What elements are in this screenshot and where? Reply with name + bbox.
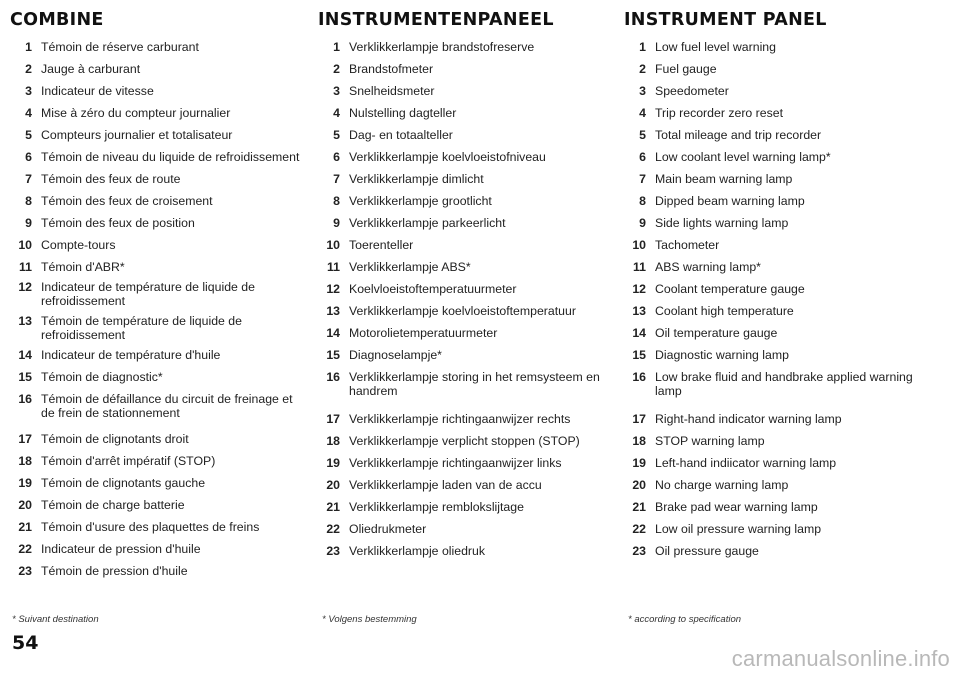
item-text: Verklikkerlampje koelvloeistofniveau [349,150,546,164]
item-text: Brandstofmeter [349,62,434,76]
list-item [624,238,924,252]
footnote-dutch: * Volgens bestemming [322,614,417,625]
item-number: 17 [18,432,32,446]
item-text: Main beam warning lamp [655,172,793,186]
item-number: 8 [25,194,32,208]
item-number: 3 [639,84,646,98]
item-number: 2 [25,62,32,76]
list-item [624,128,924,142]
item-number: 22 [632,522,646,536]
item-text: Témoin des feux de position [41,216,195,230]
item-text: Témoin d'ABR* [41,260,125,274]
list-item [624,456,924,470]
item-text: Motorolietemperatuurmeter [349,326,498,340]
footnote-english: * according to specification [628,614,742,625]
item-number: 18 [632,434,646,448]
item-text: Témoin de réserve carburant [41,40,199,54]
list-item [624,478,924,492]
list-item [624,370,924,398]
list-item [10,520,300,534]
item-text: Témoin d'arrêt impératif (STOP) [41,454,216,468]
list-item [624,172,924,186]
list-item [318,500,608,514]
list-item [318,106,608,120]
item-text: Fuel gauge [655,62,717,76]
list-item [10,564,300,578]
item-number: 16 [632,370,646,384]
item-number: 23 [326,544,340,558]
list-item [10,128,300,142]
item-number: 22 [18,542,32,556]
item-text: Diagnoselampje* [349,348,442,362]
item-text: Verklikkerlampje storing in het remsysteem en handrem [349,370,600,398]
item-text: Trip recorder zero reset [655,106,784,120]
list-item [318,544,608,558]
column-french [10,8,300,578]
item-number: 11 [633,260,646,274]
list-item [318,150,608,164]
item-text: Compteurs journalier et totalisateur [41,128,233,142]
item-text: Verklikkerlampje richtingaanwijzer links [349,456,562,470]
list-item [624,434,924,448]
item-text: Speedometer [655,84,729,98]
item-number: 3 [333,84,340,98]
item-number: 2 [639,62,646,76]
item-text: ABS warning lamp* [655,260,761,274]
list-item [10,542,300,556]
column-title-english: INSTRUMENT PANEL [624,10,827,30]
list-item [624,522,924,536]
item-text: Brake pad wear warning lamp [655,500,818,514]
item-text: Témoin des feux de croisement [41,194,213,208]
list-item [10,498,300,512]
item-number: 16 [326,370,340,384]
item-text: Total mileage and trip recorder [655,128,822,142]
item-number: 20 [326,478,340,492]
item-number: 15 [632,348,646,362]
list-item [318,128,608,142]
item-number: 21 [326,500,340,514]
column-dutch [318,8,608,558]
item-number: 20 [18,498,32,512]
list-item [624,348,924,362]
item-number: 12 [632,282,646,296]
item-number: 7 [639,172,646,186]
item-text: Verklikkerlampje oliedruk [349,544,486,558]
column-title-french: COMBINE [10,10,104,30]
item-text: Low fuel level warning [655,40,776,54]
item-text: Indicateur de température d'huile [41,348,221,362]
item-number: 18 [18,454,32,468]
list-item [318,84,608,98]
list-item [10,84,300,98]
item-number: 5 [25,128,32,142]
item-number: 12 [18,280,32,294]
list-item [10,106,300,120]
list-item [318,216,608,230]
item-text: Jauge à carburant [41,62,141,76]
list-item [318,348,608,362]
item-number: 7 [333,172,340,186]
list-item [10,260,300,274]
list-item [624,260,924,274]
item-number: 17 [326,412,340,426]
item-text: Oil pressure gauge [655,544,759,558]
column-english [624,8,924,558]
item-text: Low brake fluid and handbrake applied warning lamp [655,370,913,398]
item-text: Dipped beam warning lamp [655,194,805,208]
item-number: 9 [333,216,340,230]
list-item [318,238,608,252]
item-text: STOP warning lamp [655,434,765,448]
item-text: Nulstelling dagteller [349,106,457,120]
item-text: Témoin de pression d'huile [41,564,188,578]
item-text: Dag- en totaalteller [349,128,453,142]
item-text: Verklikkerlampje parkeerlicht [349,216,506,230]
list-item [624,282,924,296]
list-item [10,280,300,308]
item-number: 14 [632,326,646,340]
list-item [318,282,608,296]
list-item [318,260,608,274]
watermark: carmanualsonline.info [731,646,950,671]
list-item [318,172,608,186]
item-number: 9 [25,216,32,230]
item-text: Verklikkerlampje koelvloeistoftemperatuur [349,304,576,318]
item-number: 14 [326,326,340,340]
item-text: Diagnostic warning lamp [655,348,789,362]
list-item [10,172,300,186]
list-item [10,370,300,384]
list-item [624,304,924,318]
list-item [10,62,300,76]
item-number: 21 [18,520,32,534]
list-item [624,194,924,208]
item-text: Verklikkerlampje remblokslijtage [349,500,524,514]
item-text: Témoin de diagnostic* [41,370,163,384]
item-number: 18 [326,434,340,448]
item-number: 6 [333,150,340,164]
list-item [624,412,924,426]
item-text: No charge warning lamp [655,478,789,492]
item-text: Témoin de clignotants droit [41,432,189,446]
item-number: 8 [333,194,340,208]
item-number: 11 [19,260,32,274]
list-item [318,434,608,448]
item-number: 1 [639,40,646,54]
item-number: 3 [25,84,32,98]
item-number: 7 [25,172,32,186]
item-number: 11 [327,260,340,274]
item-number: 13 [326,304,340,318]
item-number: 15 [18,370,32,384]
list-item [624,84,924,98]
list-item [318,456,608,470]
item-text: Témoin d'usure des plaquettes de freins [41,520,260,534]
list-item [624,62,924,76]
item-text: Koelvloeistoftemperatuurmeter [349,282,517,296]
item-number: 8 [639,194,646,208]
item-number: 22 [326,522,340,536]
item-number: 5 [639,128,646,142]
list-item [318,522,608,536]
item-number: 10 [18,238,32,252]
list-item [624,326,924,340]
list-item [318,412,608,426]
item-text: Right-hand indicator warning lamp [655,412,842,426]
column-title-dutch: INSTRUMENTENPANEEL [318,10,554,30]
list-item [10,216,300,230]
item-number: 23 [632,544,646,558]
item-text: Toerenteller [349,238,414,252]
item-number: 9 [639,216,646,230]
item-text: Témoin de clignotants gauche [41,476,206,490]
item-number: 23 [18,564,32,578]
item-text: Verklikkerlampje ABS* [349,260,471,274]
item-text: Témoin de température de liquide de refroidissement [41,314,242,342]
list-item [10,238,300,252]
item-text: Témoin de niveau du liquide de refroidissement [41,150,300,164]
item-number: 19 [632,456,646,470]
item-number: 12 [326,282,340,296]
item-number: 2 [333,62,340,76]
footnote-french: * Suivant destination [12,614,99,625]
item-text: Oliedrukmeter [349,522,427,536]
item-text: Left-hand indiicator warning lamp [655,456,837,470]
item-text: Snelheidsmeter [349,84,435,98]
item-number: 21 [632,500,646,514]
item-number: 20 [632,478,646,492]
item-number: 1 [25,40,32,54]
list-item [10,476,300,490]
list-item [10,314,300,342]
item-number: 5 [333,128,340,142]
item-text: Verklikkerlampje richtingaanwijzer rechts [349,412,571,426]
list-item [318,370,608,398]
item-number: 19 [326,456,340,470]
item-number: 6 [639,150,646,164]
item-text: Témoin de charge batterie [41,498,185,512]
item-number: 4 [25,106,32,120]
list-item [318,62,608,76]
list-item [318,304,608,318]
item-text: Verklikkerlampje verplicht stoppen (STOP) [349,434,580,448]
item-text: Verklikkerlampje grootlicht [349,194,492,208]
item-text: Tachometer [655,238,720,252]
item-number: 19 [18,476,32,490]
list-item [624,150,924,164]
list-item [10,150,300,164]
item-number: 16 [18,392,32,406]
item-text: Indicateur de pression d'huile [41,542,201,556]
list-item [624,500,924,514]
item-text: Indicateur de vitesse [41,84,154,98]
list-item [318,326,608,340]
item-number: 17 [632,412,646,426]
item-text: Verklikkerlampje laden van de accu [349,478,542,492]
item-number: 4 [333,106,340,120]
list-item [318,478,608,492]
item-number: 14 [18,348,32,362]
item-number: 13 [18,314,32,328]
item-text: Indicateur de température de liquide de refroidissement [41,280,255,308]
list-item [318,40,608,54]
list-item [624,106,924,120]
item-number: 1 [333,40,340,54]
list-item [10,432,300,446]
item-number: 4 [639,106,646,120]
list-item [10,194,300,208]
page-number: 54 [12,632,39,654]
item-number: 13 [632,304,646,318]
item-number: 10 [632,238,646,252]
item-text: Oil temperature gauge [655,326,778,340]
item-number: 10 [326,238,340,252]
item-number: 15 [326,348,340,362]
item-text: Témoin de défaillance du circuit de freinage et de frein de stationnement [41,392,293,420]
list-item [10,348,300,362]
item-text: Verklikkerlampje dimlicht [349,172,484,186]
item-text: Side lights warning lamp [655,216,789,230]
item-text: Témoin des feux de route [41,172,181,186]
list-item [10,40,300,54]
item-text: Low oil pressure warning lamp [655,522,822,536]
list-item [624,544,924,558]
list-item [624,216,924,230]
list-item [10,392,300,420]
item-text: Low coolant level warning lamp* [655,150,831,164]
item-text: Verklikkerlampje brandstofreserve [349,40,535,54]
item-text: Mise à zéro du compteur journalier [41,106,231,120]
item-number: 6 [25,150,32,164]
item-text: Coolant high temperature [655,304,794,318]
item-text: Compte-tours [41,238,116,252]
list-item [10,454,300,468]
item-text: Coolant temperature gauge [655,282,805,296]
list-item [624,40,924,54]
list-item [318,194,608,208]
